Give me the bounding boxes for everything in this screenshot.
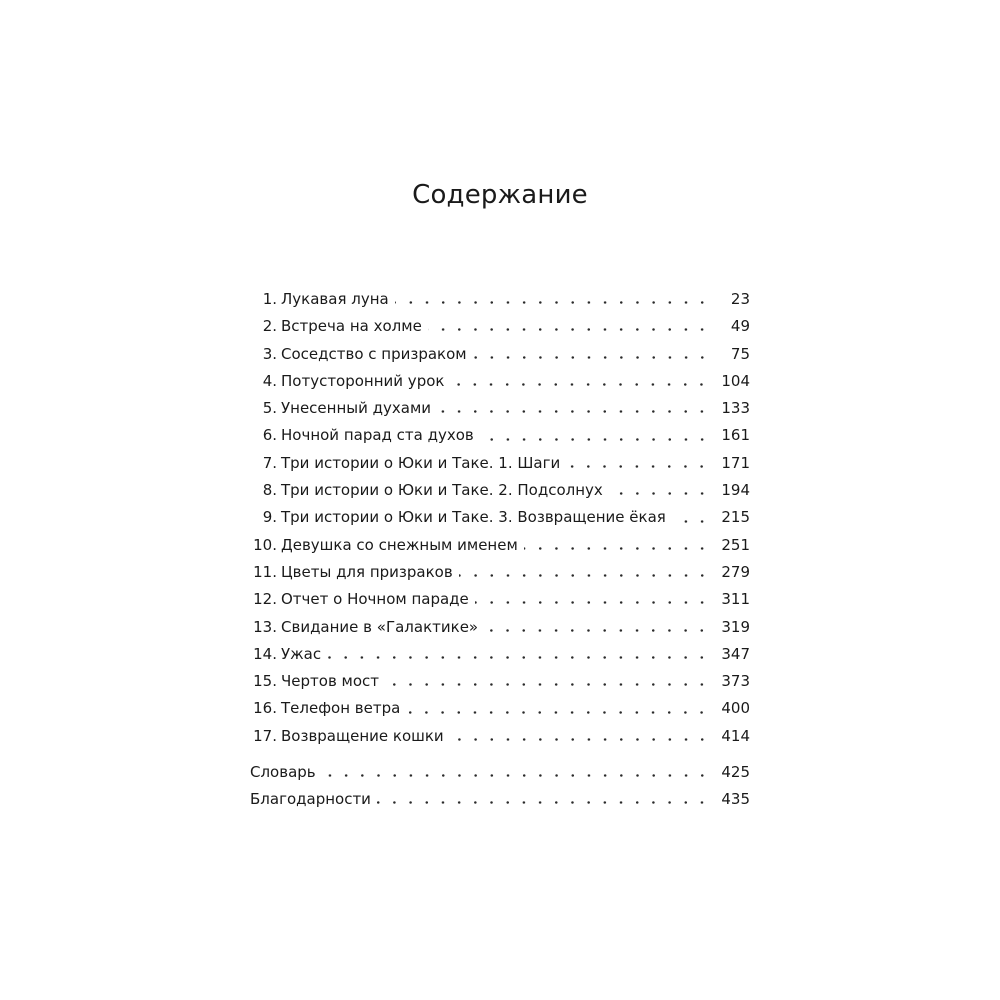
chapter-title: Встреча на холме: [281, 317, 422, 336]
page-number: 311: [721, 590, 750, 609]
chapter-title: Потусторонний урок: [281, 371, 445, 390]
table-of-contents: [250, 286, 750, 814]
chapter-number: 11.: [253, 562, 277, 581]
toc-entry[interactable]: [250, 422, 750, 449]
dot-leader: [459, 559, 710, 586]
dot-leader: [566, 450, 710, 477]
section-title: Благодарности: [250, 790, 371, 809]
page-number: 215: [721, 508, 750, 527]
toc-entry[interactable]: [250, 313, 750, 340]
chapter-number: 2.: [262, 317, 277, 336]
toc-entry[interactable]: [250, 286, 750, 313]
toc-entry[interactable]: [250, 641, 750, 668]
page-number: 373: [721, 672, 750, 691]
chapter-number: 5.: [262, 399, 277, 418]
toc-entry[interactable]: [250, 368, 750, 395]
page-number: 23: [730, 290, 750, 308]
toc-entry[interactable]: [250, 695, 750, 722]
dot-leader: [327, 641, 710, 668]
dot-leader: [385, 668, 710, 695]
chapter-title: Унесенный духами: [281, 399, 432, 418]
page-number: 435: [721, 790, 750, 809]
chapter-title: Три истории о Юки и Таке. 3. Возвращение ёкая: [281, 508, 666, 527]
chapter-number: 14.: [253, 644, 277, 663]
page-number: 104: [721, 371, 750, 390]
toc-entry[interactable]: [250, 395, 750, 422]
dot-leader: [395, 286, 710, 313]
page-number: 319: [721, 617, 750, 636]
toc-entry-glossary[interactable]: [250, 759, 750, 786]
dot-leader: [524, 532, 710, 559]
page-number: 171: [721, 453, 750, 472]
chapter-title: Телефон ветра: [281, 699, 401, 718]
page-number: 425: [721, 763, 750, 782]
chapter-number: 6.: [262, 426, 277, 445]
toc-entry[interactable]: [250, 450, 750, 477]
page-title: Содержание: [412, 180, 588, 210]
chapter-number: 7.: [262, 453, 277, 472]
page-number: 194: [721, 481, 750, 500]
page-number: 49: [730, 317, 750, 336]
toc-entry[interactable]: [250, 504, 750, 531]
dot-leader: [322, 759, 710, 786]
page-number: 161: [721, 426, 750, 445]
page-number: 279: [721, 562, 750, 581]
dot-leader: [428, 313, 710, 340]
chapter-title: Ночной парад ста духов: [281, 426, 474, 445]
page-number: 133: [721, 399, 750, 418]
toc-entry[interactable]: [250, 532, 750, 559]
chapter-title: Лукавая луна: [281, 290, 389, 308]
dot-leader: [475, 586, 710, 613]
dot-leader: [484, 614, 710, 641]
dot-leader: [672, 505, 710, 532]
section-gap: [250, 750, 750, 759]
chapter-title: Соседство с призраком: [281, 344, 467, 363]
toc-entry[interactable]: [250, 477, 750, 504]
chapter-title: Ужас: [281, 644, 322, 663]
dot-leader: [450, 723, 710, 750]
dot-leader: [450, 368, 710, 395]
chapter-number: 4.: [262, 371, 277, 390]
chapter-number: 8.: [262, 481, 277, 500]
toc-entry[interactable]: [250, 723, 750, 750]
dot-leader: [377, 786, 710, 813]
dot-leader: [406, 696, 710, 723]
chapter-title: Цветы для призраков: [281, 562, 453, 581]
dot-leader: [473, 341, 710, 368]
chapter-title: Девушка со снежным именем: [281, 535, 518, 554]
toc-entry[interactable]: [250, 559, 750, 586]
chapter-number: 1.: [262, 290, 277, 308]
dot-leader: [609, 477, 710, 504]
dot-leader: [480, 423, 710, 450]
chapter-title: Возвращение кошки: [281, 726, 444, 745]
chapter-number: 9.: [262, 508, 277, 527]
chapter-number: 17.: [253, 726, 277, 745]
page-number: 400: [721, 699, 750, 718]
chapter-number: 13.: [253, 617, 277, 636]
chapter-number: 3.: [262, 344, 277, 363]
chapter-title: Отчет о Ночном параде: [281, 590, 469, 609]
chapter-title: Чертов мост: [281, 672, 380, 691]
section-title: Словарь: [250, 763, 316, 782]
chapter-title: Три истории о Юки и Таке. 1. Шаги: [281, 453, 561, 472]
chapter-title: Свидание в «Галактике»: [281, 617, 479, 636]
page-number: 414: [721, 726, 750, 745]
toc-entry[interactable]: [250, 614, 750, 641]
page-number: 75: [730, 344, 750, 363]
toc-entry[interactable]: [250, 586, 750, 613]
toc-entry[interactable]: [250, 668, 750, 695]
page-number: 251: [721, 535, 750, 554]
chapter-number: 12.: [253, 590, 277, 609]
chapter-title: Три истории о Юки и Таке. 2. Подсолнух: [281, 481, 603, 500]
chapter-number: 16.: [253, 699, 277, 718]
dot-leader: [437, 395, 710, 422]
chapter-number: 15.: [253, 672, 277, 691]
toc-entry[interactable]: [250, 341, 750, 368]
toc-entry-acknowledgements[interactable]: [250, 786, 750, 813]
chapter-number: 10.: [253, 535, 277, 554]
page-number: 347: [721, 644, 750, 663]
